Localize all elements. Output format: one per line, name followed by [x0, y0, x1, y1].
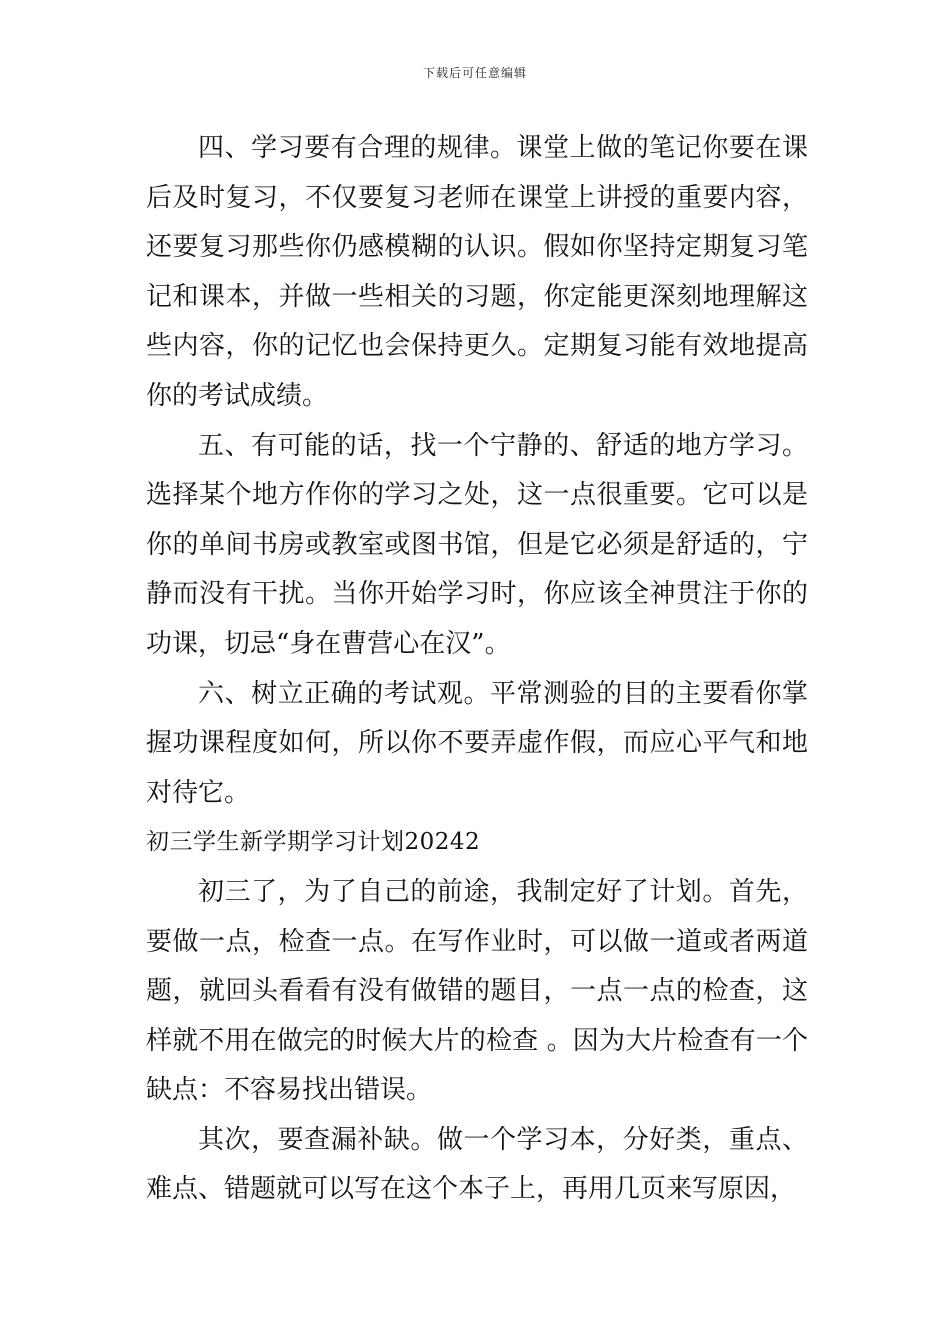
- document-body: [146, 124, 808, 1215]
- paragraph-four: 四、学习要有合理的规律。课堂上做的笔记你要在课后及时复习，不仅要复习老师在课堂上讲授的重要内容，还要复习那些你仍感模糊的认识。假如你坚持定期复习笔记和课本，并做一些相关的习题，你定能更深刻地理解这些内容，你的记忆也会保持更久。定期复习能有效地提高你的考试成绩。: [146, 133, 808, 411]
- paragraph-six: 六、树立正确的考试观。平常测验的目的主要看你掌握功课程度如何，所以你不要弄虚作假，而应心平气和地对待它。: [146, 678, 808, 808]
- page-header: 下载后可任意编辑: [422, 66, 527, 80]
- paragraph-plan-first: 初三了，为了自己的前途，我制定好了计划。首先，要做一点，检查一点。在写作业时，可以做一道或者两道题，就回头看看有没有做错的题目，一点一点的检查，这样就不用在做完的时候大片的检查 。因为大片检查有一个缺点：不容易找出错误。: [146, 876, 808, 1106]
- paragraph-five: 五、有可能的话，找一个宁静的、舒适的地方学习。选择某个地方作你的学习之处，这一点很重要。它可以是你的单间书房或教室或图书馆，但是它必须是舒适的，宁静而没有干扰。当你开始学习时，你应该全神贯注于你的功课，切忌“身在曹营心在汉”。: [146, 430, 808, 659]
- section-title: 初三学生新学期学习计划20242: [146, 829, 481, 856]
- paragraph-plan-second: 其次，要查漏补缺。做一个学习本，分好类，重点、难点、错题就可以写在这个本子上，再用几页来写原因，: [146, 1124, 808, 1205]
